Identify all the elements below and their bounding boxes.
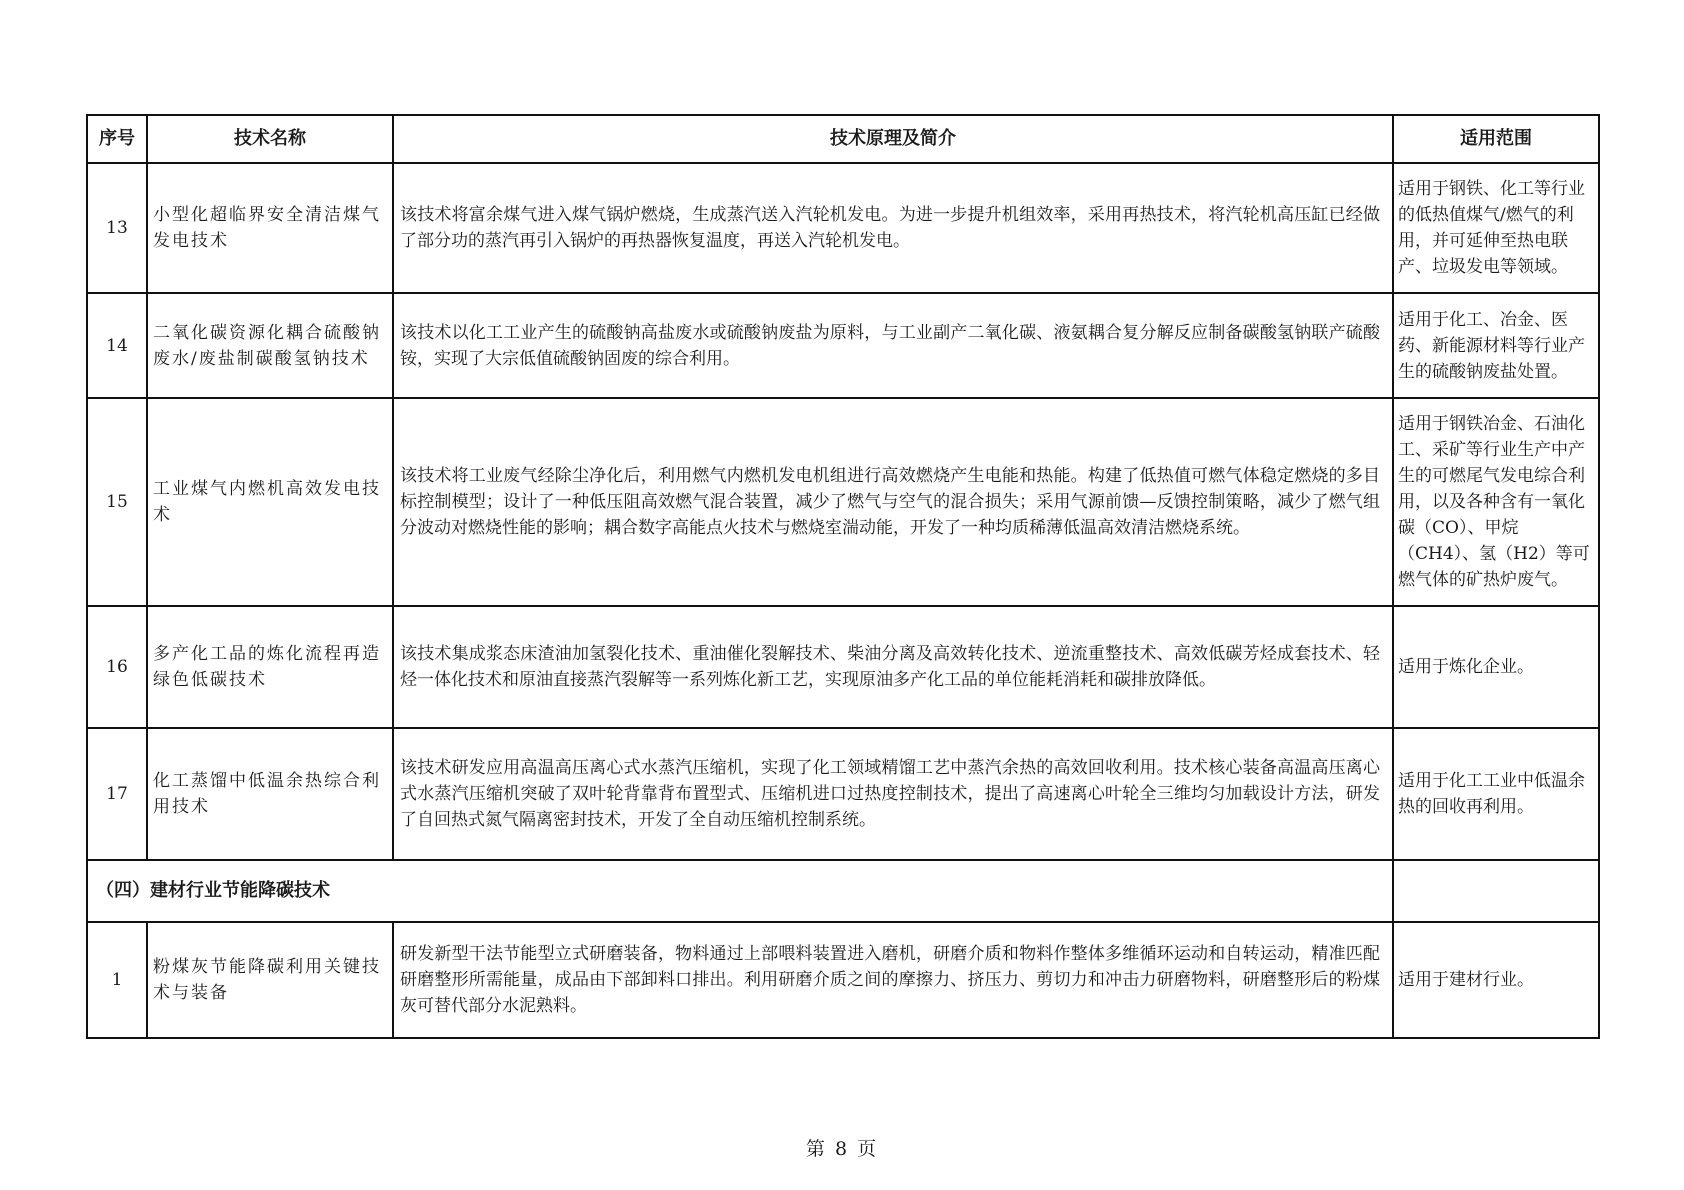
row-application-scope: 适用于化工工业中低温余热的回收再利用。 <box>1393 728 1599 860</box>
technology-table <box>86 114 1600 1039</box>
row-description: 该技术将富余煤气进入煤气锅炉燃烧，生成蒸汽送入汽轮机发电。为进一步提升机组效率，采用再热技术，将汽轮机高压缸已经做了部分功的蒸汽再引入锅炉的再热器恢复温度，再送入汽轮机发电。 <box>393 163 1393 293</box>
row-serial-number: 1 <box>87 922 147 1038</box>
table-row <box>87 293 1599 398</box>
row-description: 研发新型干法节能型立式研磨装备，物料通过上部喂料装置进入磨机，研磨介质和物料作整体多维循环运动和自转运动，精准匹配研磨整形所需能量，成品由下部卸料口排出。利用研磨介质之间的摩擦力、挤压力、剪切力和冲击力研磨物料，研磨整形后的粉煤灰可替代部分水泥熟料。 <box>393 922 1393 1038</box>
header-technology-name: 技术名称 <box>147 115 393 163</box>
row-application-scope: 适用于化工、冶金、医药、新能源材料等行业产生的硫酸钠废盐处置。 <box>1393 293 1599 398</box>
row-serial-number: 15 <box>87 398 147 606</box>
header-serial-number: 序号 <box>87 115 147 163</box>
section-header-row <box>87 860 1599 922</box>
row-technology-name: 小型化超临界安全清洁煤气发电技术 <box>147 163 393 293</box>
row-application-scope: 适用于钢铁、化工等行业的低热值煤气/燃气的利用，并可延伸至热电联产、垃圾发电等领域。 <box>1393 163 1599 293</box>
header-principle-description: 技术原理及简介 <box>393 115 1393 163</box>
row-technology-name: 二氧化碳资源化耦合硫酸钠废水/废盐制碳酸氢钠技术 <box>147 293 393 398</box>
row-application-scope: 适用于钢铁冶金、石油化工、采矿等行业生产中产生的可燃尾气发电综合利用，以及各种含有一氧化碳（CO）、甲烷（CH4）、氢（H2）等可燃气体的矿热炉废气。 <box>1393 398 1599 606</box>
header-application-scope: 适用范围 <box>1393 115 1599 163</box>
row-technology-name: 多产化工品的炼化流程再造绿色低碳技术 <box>147 606 393 728</box>
table-header-row <box>87 115 1599 163</box>
row-technology-name: 工业煤气内燃机高效发电技术 <box>147 398 393 606</box>
row-technology-name: 粉煤灰节能降碳利用关键技术与装备 <box>147 922 393 1038</box>
section-title: （四）建材行业节能降碳技术 <box>87 860 1393 922</box>
row-description: 该技术以化工工业产生的硫酸钠高盐废水或硫酸钠废盐为原料，与工业副产二氧化碳、液氨耦合复分解反应制备碳酸氢钠联产硫酸铵，实现了大宗低值硫酸钠固废的综合利用。 <box>393 293 1393 398</box>
row-serial-number: 16 <box>87 606 147 728</box>
row-serial-number: 13 <box>87 163 147 293</box>
row-description: 该技术将工业废气经除尘净化后，利用燃气内燃机发电机组进行高效燃烧产生电能和热能。构建了低热值可燃气体稳定燃烧的多目标控制模型；设计了一种低压阻高效燃气混合装置，减少了燃气与空气的混合损失；采用气源前馈—反馈控制策略，减少了燃气组分波动对燃烧性能的影响；耦合数字高能点火技术与燃烧室湍动能，开发了一种均质稀薄低温高效清洁燃烧系统。 <box>393 398 1393 606</box>
section-empty-cell <box>1393 860 1599 922</box>
row-description: 该技术集成浆态床渣油加氢裂化技术、重油催化裂解技术、柴油分离及高效转化技术、逆流重整技术、高效低碳芳烃成套技术、轻烃一体化技术和原油直接蒸汽裂解等一系列炼化新工艺，实现原油多产化工品的单位能耗消耗和碳排放降低。 <box>393 606 1393 728</box>
table-row <box>87 922 1599 1038</box>
table-row <box>87 606 1599 728</box>
row-serial-number: 14 <box>87 293 147 398</box>
table-row <box>87 398 1599 606</box>
table-row <box>87 728 1599 860</box>
table-row <box>87 163 1599 293</box>
row-technology-name: 化工蒸馏中低温余热综合利用技术 <box>147 728 393 860</box>
row-description: 该技术研发应用高温高压离心式水蒸汽压缩机，实现了化工领域精馏工艺中蒸汽余热的高效回收利用。技术核心装备高温高压离心式水蒸汽压缩机突破了双叶轮背靠背布置型式、压缩机进口过热度控制技术，提出了高速离心叶轮全三维均匀加载设计方法，研发了自回热式氮气隔离密封技术，开发了全自动压缩机控制系统。 <box>393 728 1393 860</box>
row-application-scope: 适用于炼化企业。 <box>1393 606 1599 728</box>
row-application-scope: 适用于建材行业。 <box>1393 922 1599 1038</box>
row-serial-number: 17 <box>87 728 147 860</box>
page-number: 第 8 页 <box>805 1138 879 1160</box>
